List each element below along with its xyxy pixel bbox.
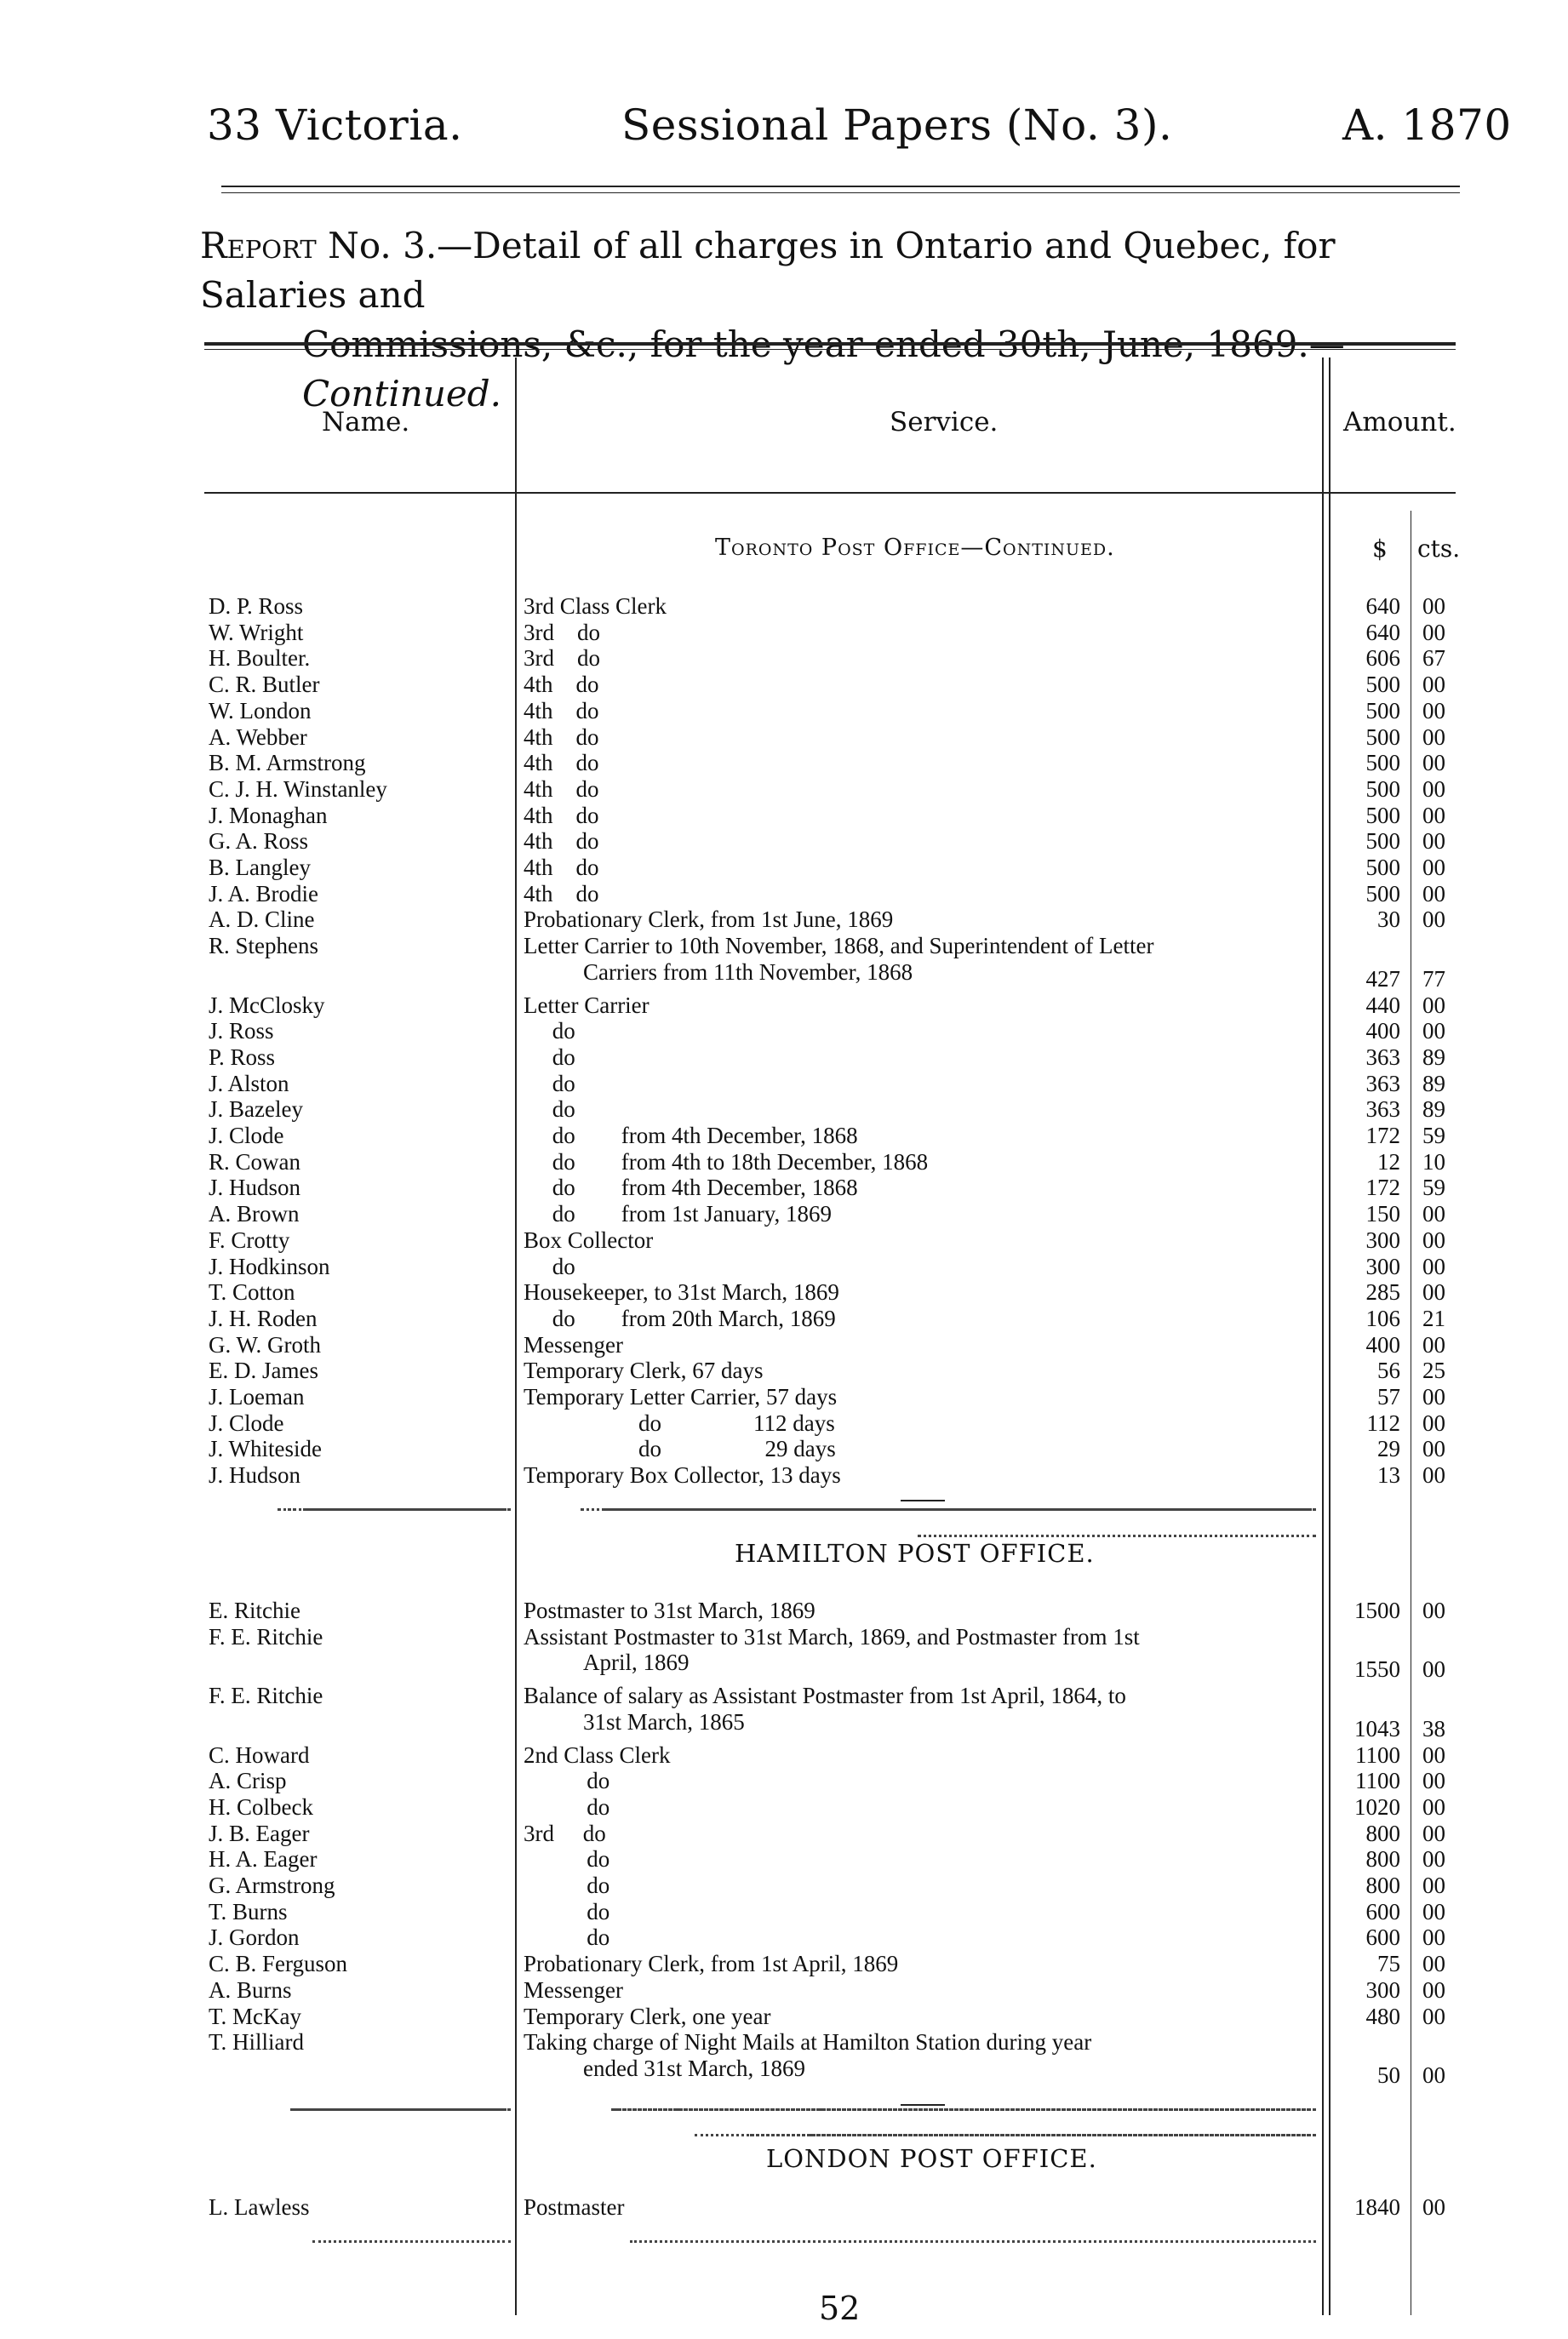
amount-cents: 00 (1422, 697, 1445, 723)
service-description: do from 1st January, 1869 (524, 1201, 832, 1227)
staff-name: J. Monaghan (209, 802, 328, 828)
amount-dollars: 640 (1365, 593, 1400, 619)
service-description: Messenger (524, 1976, 623, 2003)
staff-name: B. M. Armstrong (209, 750, 366, 776)
staff-name: J. Bazeley (209, 1096, 303, 1123)
staff-name: E. D. James (209, 1358, 318, 1384)
amount-dollars: 500 (1365, 775, 1400, 802)
staff-name: P. Ross (209, 1044, 276, 1070)
amount-dollars: 30 (1377, 906, 1400, 933)
amount-cents: 89 (1422, 1044, 1445, 1070)
amount-dollars: 56 (1377, 1358, 1400, 1384)
staff-name: H. Colbeck (209, 1793, 313, 1820)
staff-name: T. Hilliard (209, 2029, 304, 2056)
staff-name: L. Lawless (209, 2194, 310, 2220)
amount-dollars: 1500 (1354, 1598, 1400, 1623)
amount-dollars: 29 (1377, 1436, 1400, 1462)
amount-dollars: 400 (1365, 1018, 1400, 1044)
service-description: Housekeeper, to 31st March, 1869 (524, 1279, 839, 1306)
amount-dollars: 285 (1365, 1279, 1400, 1306)
service-description: do from 4th December, 1868 (524, 1123, 858, 1148)
amount-dollars: 500 (1365, 880, 1400, 906)
service-description: 4th do (524, 723, 599, 750)
staff-name: C. Howard (209, 1741, 310, 1768)
amount-cents: 00 (1422, 1924, 1445, 1951)
amount-cents: 00 (1422, 802, 1445, 828)
amount-dollars: 1840 (1354, 2194, 1400, 2220)
service-description: 3rd do (524, 645, 600, 672)
service-description: do (524, 1898, 610, 1924)
service-description: 4th do (524, 828, 599, 855)
amount-cents: 00 (1422, 1410, 1445, 1436)
amount-dollars: 150 (1365, 1201, 1400, 1227)
amount-cents: 00 (1422, 906, 1445, 933)
amount-cents: 00 (1422, 1384, 1445, 1410)
amount-cents: 00 (1422, 1436, 1445, 1462)
service-description: Temporary Clerk, 67 days (524, 1358, 764, 1384)
service-description: do (524, 1096, 575, 1123)
amount-dollars: 500 (1365, 750, 1400, 776)
amount-cents: 00 (1422, 723, 1445, 750)
amount-dollars: 480 (1365, 2003, 1400, 2029)
amount-cents: 00 (1422, 593, 1445, 619)
amount-cents: 00 (1422, 2062, 1445, 2088)
service-description: do from 4th to 18th December, 1868 (524, 1148, 929, 1175)
amount-cents: 00 (1422, 1976, 1445, 2003)
service-description: Postmaster to 31st March, 1869 (524, 1598, 815, 1623)
service-description: 31st March, 1865 (583, 1708, 745, 1735)
staff-name: J. H. Roden (209, 1305, 318, 1331)
amount-dollars: 1550 (1354, 1656, 1400, 1683)
staff-name: J. Hudson (209, 1175, 301, 1201)
service-description: do (524, 1793, 610, 1820)
column-header-service: Service. (890, 407, 999, 437)
amount-cents: 00 (1422, 1768, 1445, 1794)
amount-dollars: 800 (1365, 1846, 1400, 1873)
staff-name: T. Cotton (209, 1279, 295, 1306)
title-prefix: Report (200, 225, 317, 266)
amount-dollars: 1043 (1354, 1715, 1400, 1741)
staff-name: W. London (209, 697, 312, 723)
staff-name: G. W. Groth (209, 1331, 322, 1358)
service-description: do (524, 1768, 610, 1794)
service-description: ended 31st March, 1869 (583, 2055, 805, 2081)
amount-dollars: 12 (1377, 1148, 1400, 1175)
service-description: do (524, 1846, 610, 1873)
staff-name: C. R. Butler (209, 672, 320, 698)
amount-cents: 00 (1422, 992, 1445, 1018)
amount-dollars: 363 (1365, 1070, 1400, 1096)
staff-name: H. Boulter. (209, 645, 311, 672)
service-description: April, 1869 (583, 1650, 690, 1676)
leader-dots (312, 2240, 511, 2243)
amount-cents: 00 (1422, 775, 1445, 802)
service-description: do from 4th December, 1868 (524, 1175, 858, 1201)
amount-dollars: 300 (1365, 1253, 1400, 1279)
amount-dollars: 500 (1365, 855, 1400, 880)
service-description: 3rd do (524, 1820, 606, 1846)
amount-cents: 59 (1422, 1175, 1445, 1201)
staff-name: J. Clode (209, 1410, 284, 1436)
service-description: 3rd Class Clerk (524, 593, 667, 619)
amount-dollars: 500 (1365, 828, 1400, 855)
amount-cents: 59 (1422, 1123, 1445, 1148)
staff-name: G. Armstrong (209, 1873, 335, 1898)
service-description: 4th do (524, 802, 599, 828)
amount-cents: 00 (1422, 1253, 1445, 1279)
amount-cents: 00 (1422, 1462, 1445, 1489)
amount-dollars: 1100 (1355, 1768, 1400, 1794)
service-description: 3rd do (524, 619, 600, 645)
column-header-amount: Amount. (1343, 407, 1456, 437)
dollars-label: $ (1372, 535, 1388, 563)
amount-cents: 00 (1422, 2003, 1445, 2029)
amount-dollars: 75 (1377, 1951, 1400, 1977)
service-description: 4th do (524, 855, 599, 880)
amount-cents: 00 (1422, 1846, 1445, 1873)
amount-dollars: 800 (1365, 1873, 1400, 1898)
staff-name: A. Crisp (209, 1768, 287, 1794)
service-description: do (524, 1070, 575, 1096)
leader-dots (304, 1508, 511, 1511)
amount-dollars: 363 (1365, 1096, 1400, 1123)
amount-cents: 89 (1422, 1096, 1445, 1123)
amount-cents: 10 (1422, 1148, 1445, 1175)
service-description: Temporary Clerk, one year (524, 2003, 771, 2029)
service-description: do (524, 1873, 610, 1898)
service-description: Temporary Box Collector, 13 days (524, 1462, 841, 1489)
amount-cents: 38 (1422, 1715, 1445, 1741)
amount-cents: 67 (1422, 645, 1445, 672)
amount-dollars: 172 (1365, 1123, 1400, 1148)
service-description: Probationary Clerk, from 1st April, 1869 (524, 1951, 899, 1977)
staff-name: J. A. Brodie (209, 880, 319, 906)
amount-dollars: 440 (1365, 992, 1400, 1018)
staff-name: F. Crotty (209, 1227, 290, 1253)
running-header-center: Sessional Papers (No. 3). (621, 100, 1173, 150)
amount-dollars: 300 (1365, 1227, 1400, 1253)
amount-cents: 00 (1422, 1598, 1445, 1623)
staff-name: C. J. H. Winstanley (209, 775, 387, 802)
amount-cents: 77 (1422, 965, 1445, 992)
staff-name: T. McKay (209, 2003, 301, 2029)
amount-cents: 00 (1422, 880, 1445, 906)
amount-cents: 00 (1422, 1793, 1445, 1820)
leader-dots (776, 2108, 1317, 2111)
staff-name: B. Langley (209, 855, 311, 880)
amount-dollars: 500 (1365, 802, 1400, 828)
service-description: Letter Carrier (524, 992, 650, 1018)
amount-cents: 00 (1422, 672, 1445, 698)
amount-dollars: 600 (1365, 1898, 1400, 1924)
amount-cents: 00 (1422, 1656, 1445, 1683)
staff-name: J. B. Eager (209, 1820, 310, 1846)
amount-cents: 00 (1422, 1018, 1445, 1044)
amount-cents: 00 (1422, 1279, 1445, 1306)
service-description: do (524, 1253, 575, 1279)
staff-name: J. Gordon (209, 1924, 300, 1951)
cents-label: cts. (1417, 535, 1461, 563)
section-heading-toronto: Toronto Post Office—Continued. (715, 535, 1115, 561)
staff-name: D. P. Ross (209, 593, 304, 619)
staff-name: A. Burns (209, 1976, 292, 2003)
staff-name: J. Clode (209, 1123, 284, 1148)
page-number: 52 (819, 2290, 861, 2327)
amount-cents: 00 (1422, 1331, 1445, 1358)
amount-cents: 00 (1422, 619, 1445, 645)
staff-name: R. Cowan (209, 1148, 300, 1175)
staff-name: E. Ritchie (209, 1598, 300, 1623)
amount-cents: 00 (1422, 1227, 1445, 1253)
amount-cents: 00 (1422, 1820, 1445, 1846)
amount-cents: 00 (1422, 828, 1445, 855)
amount-dollars: 1100 (1355, 1741, 1400, 1768)
service-description: Temporary Letter Carrier, 57 days (524, 1384, 838, 1410)
amount-dollars: 500 (1365, 697, 1400, 723)
service-description: do from 20th March, 1869 (524, 1305, 836, 1331)
title-continued: Continued. (302, 373, 501, 415)
amount-dollars: 640 (1365, 619, 1400, 645)
amount-dollars: 112 (1366, 1410, 1400, 1436)
amount-cents: 00 (1422, 2194, 1445, 2220)
leader-dots (307, 2108, 511, 2111)
service-description: Messenger (524, 1331, 623, 1358)
amount-dollars: 1020 (1354, 1793, 1400, 1820)
staff-name: J. Hodkinson (209, 1253, 330, 1279)
amount-dollars: 606 (1365, 645, 1400, 672)
amount-dollars: 500 (1365, 672, 1400, 698)
amount-dollars: 300 (1365, 1976, 1400, 2003)
running-header-left: 33 Victoria. (207, 100, 463, 150)
staff-name: W. Wright (209, 619, 304, 645)
amount-cents: 00 (1422, 1741, 1445, 1768)
service-description: 4th do (524, 750, 599, 776)
column-header-name: Name. (322, 407, 410, 437)
service-description: 4th do (524, 697, 599, 723)
leader-dots (846, 1508, 1316, 1511)
service-description: do 29 days (524, 1436, 836, 1462)
staff-name: F. E. Ritchie (209, 1683, 323, 1709)
staff-name: C. B. Ferguson (209, 1951, 348, 1977)
staff-name: J. Hudson (209, 1462, 301, 1489)
amount-cents: 00 (1422, 1201, 1445, 1227)
staff-name: F. E. Ritchie (209, 1623, 323, 1650)
service-description: 4th do (524, 775, 599, 802)
amount-cents: 25 (1422, 1358, 1445, 1384)
service-description: Balance of salary as Assistant Postmaster from 1st April, 1864, to (524, 1683, 1126, 1709)
amount-dollars: 50 (1377, 2062, 1400, 2088)
amount-cents: 00 (1422, 855, 1445, 880)
service-description: 4th do (524, 672, 599, 698)
staff-name: A. Brown (209, 1201, 300, 1227)
service-description: 2nd Class Clerk (524, 1741, 671, 1768)
title-line-1: No. 3.—Detail of all charges in Ontario and Quebec, for Salaries and (200, 225, 1336, 316)
amount-cents: 00 (1422, 1898, 1445, 1924)
service-description: Box Collector (524, 1227, 654, 1253)
running-header-right: A. 1870 (1342, 100, 1512, 150)
section-heading-hamilton: HAMILTON POST OFFICE. (735, 1539, 1095, 1568)
service-description: Assistant Postmaster to 31st March, 1869, and Postmaster from 1st (524, 1623, 1140, 1650)
staff-name: R. Stephens (209, 933, 319, 959)
leader-dots (630, 2240, 1317, 2243)
amount-dollars: 106 (1365, 1305, 1400, 1331)
service-description: do 112 days (524, 1410, 835, 1436)
staff-name: J. Alston (209, 1070, 289, 1096)
section-heading-london: LONDON POST OFFICE. (766, 2144, 1097, 2173)
staff-name: J. Ross (209, 1018, 274, 1044)
service-description: do (524, 1044, 575, 1070)
amount-cents: 00 (1422, 750, 1445, 776)
amount-dollars: 57 (1377, 1384, 1400, 1410)
staff-name: G. A. Ross (209, 828, 309, 855)
staff-name: J. Loeman (209, 1384, 305, 1410)
leader-dots (810, 2134, 1316, 2136)
staff-name: J. Whiteside (209, 1436, 322, 1462)
service-description: do (524, 1924, 610, 1951)
amount-dollars: 600 (1365, 1924, 1400, 1951)
amount-dollars: 800 (1365, 1820, 1400, 1846)
staff-name: J. McClosky (209, 992, 325, 1018)
amount-dollars: 427 (1365, 965, 1400, 992)
service-description: do (524, 1018, 575, 1044)
service-description: 4th do (524, 880, 599, 906)
service-description: Postmaster (524, 2194, 625, 2220)
amount-cents: 00 (1422, 1951, 1445, 1977)
staff-name: A. Webber (209, 723, 307, 750)
service-description: Taking charge of Night Mails at Hamilton Station during year (524, 2029, 1092, 2056)
service-description: Probationary Clerk, from 1st June, 1869 (524, 906, 894, 933)
amount-dollars: 400 (1365, 1331, 1400, 1358)
leader-dots (918, 1535, 1316, 1537)
service-description: Carriers from 11th November, 1868 (583, 958, 913, 985)
amount-dollars: 172 (1365, 1175, 1400, 1201)
amount-cents: 21 (1422, 1305, 1445, 1331)
amount-cents: 00 (1422, 1873, 1445, 1898)
service-description: Letter Carrier to 10th November, 1868, and Superintendent of Letter (524, 933, 1154, 959)
amount-cents: 89 (1422, 1070, 1445, 1096)
staff-name: H. A. Eager (209, 1846, 318, 1873)
amount-dollars: 13 (1377, 1462, 1400, 1489)
staff-name: A. D. Cline (209, 906, 315, 933)
amount-dollars: 363 (1365, 1044, 1400, 1070)
amount-dollars: 500 (1365, 723, 1400, 750)
staff-name: T. Burns (209, 1898, 288, 1924)
